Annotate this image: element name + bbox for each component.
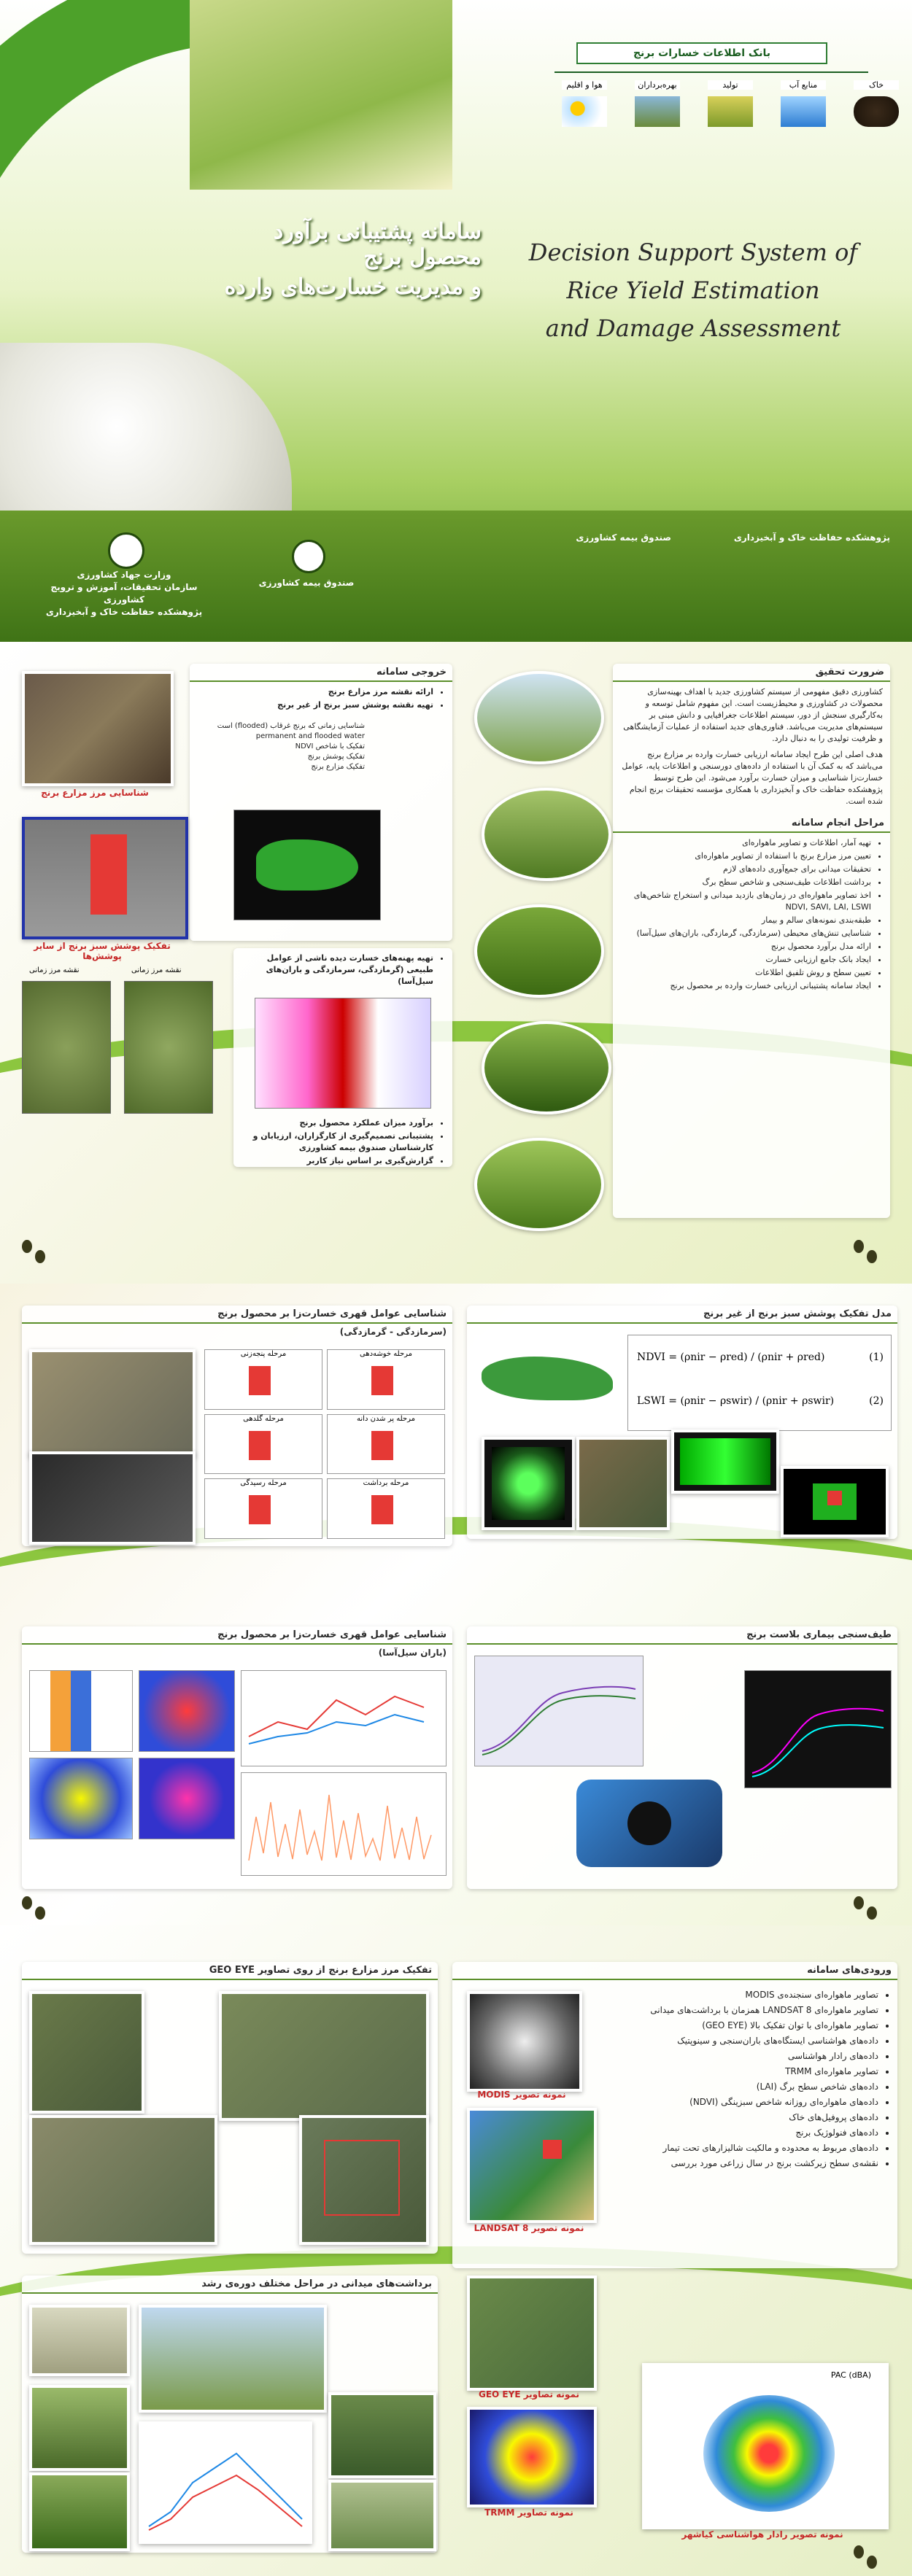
- geoeye-image-c: [29, 2115, 217, 2245]
- outputs-more-box: [233, 948, 452, 1167]
- boundary-map: [22, 671, 174, 786]
- outputs-more-list: [233, 948, 452, 993]
- bank-item-label: هوا و اقلیم: [562, 80, 607, 90]
- field-photo: [139, 2305, 327, 2413]
- list-item: • تصاویر ماهواره‌ای با توان تفکیک بالا (GEO EYE): [608, 2019, 878, 2033]
- persian-title: [219, 219, 482, 300]
- stage-panel: [327, 1349, 445, 1410]
- highlight-region: [90, 834, 127, 915]
- panel-inputs: [0, 1925, 912, 2576]
- persian-title-line-1: سامانه پشتیبانی برآورد محصول برنج: [273, 219, 482, 270]
- ndvi-map-b: [576, 1437, 670, 1530]
- stage-panel: [204, 1478, 322, 1539]
- list-item: • داده‌های فنولوژیک برنج: [608, 2126, 878, 2140]
- ndvi-model-title: مدل تفکیک پوشش سبز برنج از غیر برنج: [467, 1306, 897, 1324]
- geoeye-sample: [467, 2276, 597, 2391]
- list-item: • اخذ تصاویر ماهواره‌ای در زمان‌های بازدید میدانی و استخراج شاخص‌های NDVI, SAVI, LAI, LSWI: [620, 890, 871, 913]
- org-name-1: وزارت جهاد کشاورزی: [77, 570, 171, 580]
- field-photo: [29, 2472, 130, 2551]
- list-item: • داده‌های پروفیل‌های خاک: [608, 2111, 878, 2125]
- lswi-formula: LSWI = (ρnir − ρswir) / (ρnir + ρswir): [637, 1395, 835, 1407]
- list-item: • تهیه پهنه‌های خسارت دیده ناشی از عوامل طبیعی (گرمازدگی، سرمازدگی و باران‌های سیل‌آسا): [241, 953, 433, 988]
- footprint-icon: [854, 1240, 883, 1269]
- satellite-map-dark: [29, 1451, 196, 1545]
- list-item: • داده‌های مربوط به محدوده و مالکیت شالیزارهای تحت تیمار: [608, 2141, 878, 2155]
- list-item: • تهیه نقشه پوشش سبز برنج از غیر برنج: [197, 699, 433, 711]
- persian-title-line-2: و مدیریت خسارت‌های وارده: [224, 274, 482, 300]
- stage-panel: [204, 1349, 322, 1410]
- goal-text: هدف اصلی این طرح ایجاد سامانه ارزیابی خسارت وارده بر مزارع برنج می‌باشد که به کمک آن با استفاده از داده‌های دورسنجی و اطلاعات پایه، عوامل خسارت‌زا شناسایی و میزان خسارت برآورد می‌شود. این طرح توسط پژوهشکده حفاظت خاک و آبخیزداری با همکاری مؤسسه تحقیقات برنج انجام شده است.: [622, 750, 883, 806]
- stage-panel: [327, 1478, 445, 1539]
- footprint-icon: [854, 2545, 883, 2575]
- geoeye-box: [22, 1962, 438, 2254]
- stage-label: مرحله پر شدن دانه: [357, 1414, 415, 1423]
- green-cover-caption: تفکیک پوشش سبز برنج از سایر پوشش‌ها: [34, 941, 171, 961]
- fund-label: صندوق بیمه کشاورزی: [258, 578, 355, 588]
- ndvi-formula: NDVI = (ρnir − ρred) / (ρnir + ρred): [637, 1351, 825, 1363]
- panel-necessity-outputs: [0, 642, 912, 1284]
- frost-factors-subtitle: (سرمازدگی - گرمازدگی): [339, 1327, 447, 1337]
- list-item: • تصاویر ماهواره‌ای TRMM: [608, 2065, 878, 2079]
- bank-title: بانک اطلاعات خسارات برنج: [576, 42, 827, 64]
- inputs-list: [601, 1984, 897, 2176]
- spectral-box: [467, 1626, 897, 1889]
- map-label-b: نقشه مرز زمانی: [131, 966, 182, 974]
- field-photo: [482, 788, 611, 881]
- list-item: • تحقیقات میدانی برای جمع‌آوری داده‌های لازم: [620, 864, 871, 875]
- footprint-icon: [854, 1896, 883, 1925]
- stage-label: مرحله خوشه‌دهی: [359, 1350, 413, 1358]
- list-item: • پشتیبانی تصمیم‌گیری از کارگزاران، ارزیابان و کارشناسان صندوق بیمه کشاورزی: [241, 1130, 433, 1154]
- map-label-a: نقشه مرز زمانی: [29, 966, 80, 974]
- bank-item-label: بهره‌برداران: [635, 80, 680, 90]
- topo-map: [29, 1349, 196, 1457]
- damage-heatmap: [255, 998, 431, 1109]
- temporal-map-b: [124, 981, 213, 1114]
- rice-cover-shape: [256, 839, 358, 891]
- inputs-box: [452, 1962, 897, 2268]
- list-item: • تعیین سطح و روش تلفیق اطلاعات: [620, 967, 871, 979]
- header-panel: [0, 0, 912, 642]
- field-photo: [328, 2480, 436, 2551]
- frost-factors-title: شناسایی عوامل قهری خسارت‌زا بر محصول برنج: [22, 1306, 452, 1324]
- rice-area-shape: [482, 1357, 613, 1400]
- list-item: • ایجاد سامانه پشتیبانی ارزیابی خسارت وارده بر محصول برنج: [620, 980, 871, 992]
- stage-label: مرحله پنجه‌زنی: [240, 1350, 287, 1358]
- list-item: • داده‌های هواشناسی ایستگاه‌های باران‌سنجی و سینوپتیک: [608, 2034, 878, 2048]
- bank-item-label: منابع آب: [781, 80, 826, 90]
- bank-item-climate: [562, 80, 607, 127]
- bank-connector: [554, 71, 868, 73]
- radar-header: PAC (dBA): [830, 2370, 871, 2380]
- stage-panel: [204, 1414, 322, 1475]
- field-title: برداشت‌های میدانی در مراحل مختلف دوره‌ی رشد: [22, 2276, 438, 2294]
- spectral-title: طیف‌سنجی بیماری بلاست برنج: [467, 1626, 897, 1645]
- frost-factors-box: [22, 1306, 452, 1546]
- fund-logo-icon: [292, 540, 325, 573]
- stage-label: مرحله گلدهی: [243, 1414, 284, 1423]
- stage-grid: [204, 1349, 445, 1539]
- field-box: [22, 2276, 438, 2553]
- field-photo: [482, 1021, 611, 1114]
- list-item: • تصاویر ماهواره‌ای LANDSAT 8 همزمان با برداشت‌های میدانی: [608, 2003, 878, 2017]
- list-item: • ایجاد بانک جامع ارزیابی خسارت: [620, 954, 871, 966]
- necessity-text: کشاورزی دقیق مفهومی از سیستم کشاورزی جدید با اهداف بهینه‌سازی محصولات در کشاورزی و محیط‌زیست است. این مفهوم شامل توسعه و به‌کارگیری سنجش از دور، سیستم اطلاعات جغرافیایی و دانش مبنی بر سیستم‌های مدیریت می‌باشد. فناوری‌های جدید استفاده از عملیات آزمایشگاهی و ظرفیت تولیدی را به دنبال دارد.: [623, 687, 883, 743]
- list-item: • ارائه نقشه مرز مزارع برنج: [197, 686, 433, 698]
- water-icon: [781, 96, 826, 127]
- classified-map: [233, 810, 381, 920]
- footer-strip: [0, 511, 912, 642]
- list-item: • شناسایی تنش‌های محیطی (سرمازدگی، گرمازدگی، باران‌های سیل‌آسا): [620, 928, 871, 939]
- field-photo: [474, 671, 604, 764]
- field-photo: [29, 2305, 130, 2376]
- trmm-caption: نمونه تصاویر TRMM: [484, 2507, 573, 2518]
- spectral-chart-b: [744, 1670, 892, 1788]
- bank-item-soil: [854, 80, 899, 127]
- ndvi-map-d: [781, 1466, 889, 1537]
- ndvi-map-a: [482, 1437, 575, 1530]
- output-legend: [190, 717, 372, 777]
- soil-icon: [854, 96, 899, 127]
- rice-field-icon: [708, 96, 753, 127]
- rain-bar-chart: [241, 1772, 447, 1876]
- radar-image: [642, 2363, 889, 2529]
- field-photo: [328, 2392, 436, 2478]
- farmer-icon: [635, 96, 680, 127]
- stage-label: مرحله رسیدگی: [240, 1479, 287, 1488]
- list-item: • گزارش‌گیری بر اساس نیاز کاربر: [241, 1155, 433, 1167]
- necessity-title: ضرورت تحقیق: [613, 664, 890, 682]
- rain-bar-svg: [241, 1773, 446, 1875]
- english-title-line-2: Rice Yield Estimation: [566, 276, 820, 304]
- eq-number-1: (1): [869, 1351, 884, 1363]
- outputs-box: [190, 664, 452, 941]
- outputs-list: [190, 682, 452, 717]
- modis-image: [467, 1991, 582, 2092]
- list-item: • داده‌های ماهواره‌ای روزانه شاخص سبزینگی (NDVI): [608, 2095, 878, 2109]
- english-title: [525, 233, 861, 347]
- list-item: • ارائه مدل برآورد محصول برنج: [620, 941, 871, 953]
- formula-panel: [627, 1335, 892, 1431]
- necessity-box: [613, 664, 890, 1218]
- trmm-image: [467, 2407, 597, 2507]
- org-logo-icon: [108, 532, 144, 569]
- english-title-line-1: Decision Support System of: [528, 238, 858, 266]
- bank-diagram: [511, 42, 905, 181]
- boundary-caption: شناسایی مرز مزارع برنج: [41, 788, 149, 798]
- steps-title: مراحل انجام سامانه: [613, 815, 890, 833]
- geoeye-image-a: [29, 1991, 144, 2114]
- contact-institute: پژوهشکده حفاظت خاک و آبخیزداری: [733, 532, 890, 543]
- radar-map-b: [139, 1758, 235, 1839]
- flood-factors-title: شناسایی عوامل قهری خسارت‌زا بر محصول برنج: [22, 1626, 452, 1645]
- spectral-svg-a: [475, 1656, 643, 1766]
- rain-line-chart: [241, 1670, 447, 1766]
- flood-factors-subtitle: (باران سیل‌آسا): [378, 1648, 447, 1658]
- geoeye-caption: نمونه تصاویر GEO EYE: [479, 2389, 579, 2400]
- footprint-icon: [22, 1240, 51, 1269]
- list-item: • تهیه آمار، اطلاعات و تصاویر ماهواره‌ای: [620, 837, 871, 849]
- field-photo: [474, 904, 604, 998]
- spectral-svg-b: [745, 1671, 891, 1788]
- bank-item-label: تولید: [708, 80, 753, 90]
- list-item: • تعیین مرز مزارع برنج با استفاده از تصاویر ماهواره‌ای: [620, 850, 871, 862]
- field-photo: [474, 1138, 604, 1231]
- geoeye-image-d: [299, 2115, 429, 2245]
- field-chart-svg: [142, 2424, 309, 2541]
- landsat-image: [467, 2108, 597, 2223]
- rice-plant-image: [190, 0, 452, 190]
- radar-map-a: [29, 1758, 133, 1839]
- stage-label: مرحله برداشت: [363, 1479, 409, 1488]
- landsat-caption: نمونه تصویر LANDSAT 8: [474, 2223, 584, 2233]
- eq-number-2: (2): [869, 1395, 884, 1407]
- sensor-lens-icon: [627, 1801, 671, 1845]
- green-cover-map: [22, 817, 188, 939]
- spectroradiometer-device: [576, 1780, 722, 1867]
- radar-footprint: [703, 2395, 835, 2512]
- bank-item-water: [781, 80, 826, 127]
- legend-item: permanent and flooded water: [255, 732, 365, 740]
- contact-fund: صندوق بیمه کشاورزی: [576, 532, 671, 543]
- inputs-title: ورودی‌های سامانه: [452, 1962, 897, 1980]
- radar-caption: نمونه تصویر رادار هواشناسی کیاشهر: [681, 2529, 843, 2540]
- field-photo: [29, 2385, 130, 2471]
- green-cover-map: [474, 1335, 620, 1422]
- legend-item: تفکیک با شاخص NDVI: [295, 742, 365, 750]
- temporal-map-a: [22, 981, 111, 1114]
- field-chart: [139, 2421, 312, 2544]
- list-item: • برآورد میزان عملکرد محصول برنج: [241, 1117, 433, 1129]
- list-item: • نقشه‌ی سطح زیرکشت برنج در سال زراعی مورد بررسی: [608, 2157, 878, 2170]
- org-name-2: سازمان تحقیقات، آموزش و ترویج کشاورزی: [50, 582, 198, 605]
- rain-raster-map: [139, 1670, 235, 1752]
- bank-item-farmers: [635, 80, 680, 127]
- outputs-more-list-2: [233, 1113, 452, 1173]
- spectral-chart-a: [474, 1656, 644, 1766]
- bank-item-production: [708, 80, 753, 127]
- list-item: • تصاویر ماهواره‌ای سنجنده‌ی MODIS: [608, 1988, 878, 2002]
- footprint-icon: [22, 1896, 51, 1925]
- rain-grid-map: [29, 1670, 133, 1752]
- list-item: • داده‌های شاخص سطح برگ (LAI): [608, 2080, 878, 2094]
- weather-icon: [562, 96, 607, 127]
- modis-caption: نمونه تصویر MODIS: [477, 2090, 566, 2100]
- bank-item-label: خاک: [854, 80, 899, 90]
- geoeye-title: تفکیک مرز مزارع برنج از روی تصاویر GEO EYE: [22, 1962, 438, 1980]
- stage-panel: [327, 1414, 445, 1475]
- geoeye-image-b: [219, 1991, 429, 2121]
- rain-line-svg: [241, 1671, 446, 1766]
- ndvi-model-box: [467, 1306, 897, 1539]
- steps-list: [613, 833, 890, 998]
- list-item: • برداشت اطلاعات طیف‌سنجی و شاخص سطح برگ: [620, 877, 871, 888]
- list-item: • داده‌های رادار هواشناسی: [608, 2049, 878, 2063]
- flood-factors-box: [22, 1626, 452, 1889]
- legend-item: شناسایی زمانی که برنج غرقاب (flooded) است: [217, 722, 365, 730]
- outputs-title: خروجی سامانه: [190, 664, 452, 682]
- legend-item: تفکیک مزارع برنج: [311, 763, 365, 771]
- org-name-3: پژوهشکده حفاظت خاک و آبخیزداری: [45, 607, 203, 617]
- org-names: [44, 569, 204, 618]
- ndvi-map-c: [671, 1429, 779, 1494]
- panel-models: [0, 1284, 912, 1925]
- list-item: • طبقه‌بندی نمونه‌های سالم و بیمار: [620, 915, 871, 926]
- english-title-line-3: and Damage Assessment: [545, 314, 841, 342]
- legend-item: تفکیک پوشش برنج: [307, 753, 365, 761]
